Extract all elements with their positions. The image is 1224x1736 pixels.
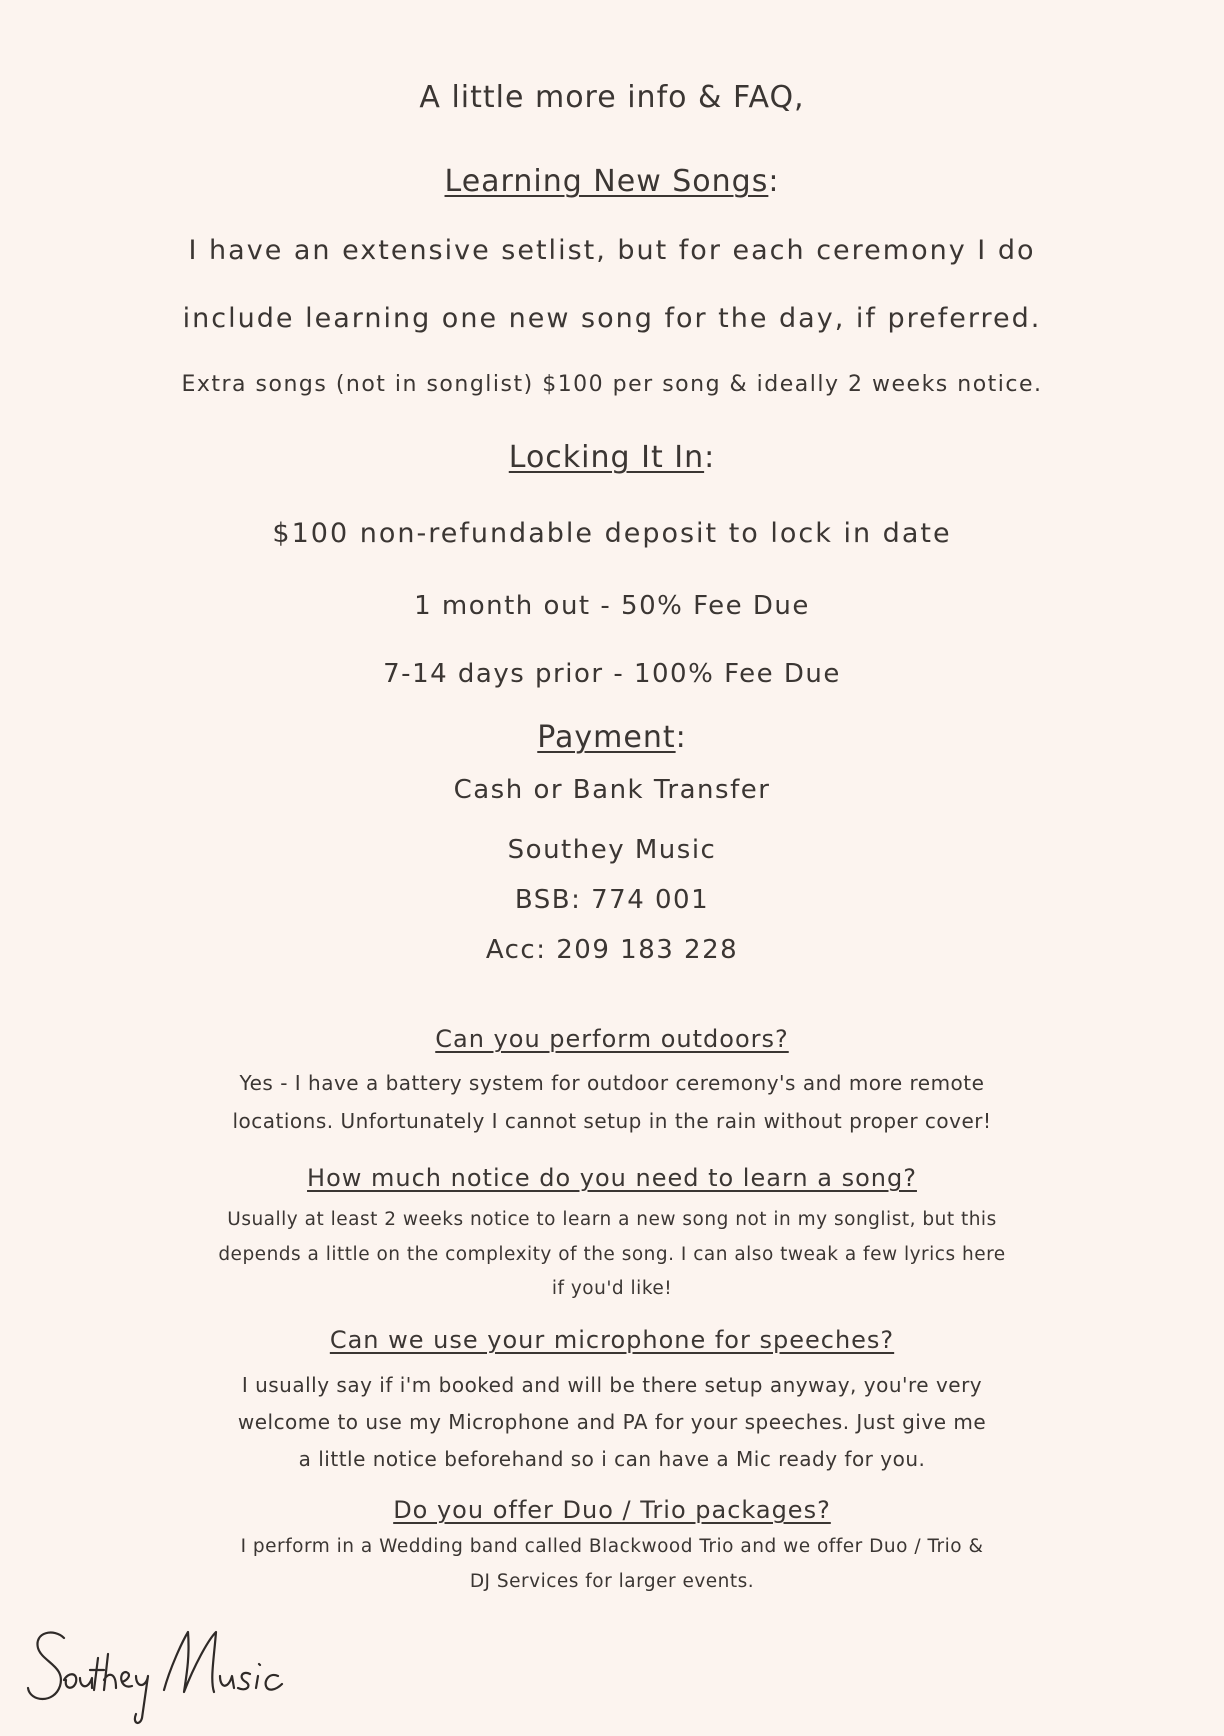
faq-question-microphone-text: Can we use your microphone for speeches? bbox=[329, 1326, 895, 1354]
page-title: A little more info & FAQ, bbox=[419, 80, 805, 115]
learning-text-line-1: I have an extensive setlist, but for each ceremony I do bbox=[188, 235, 1036, 266]
locking-it-in-heading bbox=[0, 440, 1224, 475]
learning-new-songs-heading-text: Learning New Songs bbox=[444, 164, 769, 199]
faq-answer-microphone-line-2: welcome to use my Microphone and PA for your speeches. Just give me bbox=[237, 1410, 987, 1434]
faq-question-outdoors bbox=[0, 1025, 1224, 1053]
payment-methods: Cash or Bank Transfer bbox=[453, 775, 771, 805]
locking-heading-colon: : bbox=[704, 440, 716, 475]
account-number: Acc: 209 183 228 bbox=[485, 935, 739, 965]
learning-heading-colon: : bbox=[768, 164, 780, 199]
bsb-number: BSB: 774 001 bbox=[514, 885, 710, 915]
days-prior-text: 7-14 days prior - 100% Fee Due bbox=[383, 659, 841, 689]
southey-music-signature-logo bbox=[24, 1618, 304, 1728]
faq-answer-duo-trio-line-1: I perform in a Wedding band called Blackwood Trio and we offer Duo / Trio & bbox=[240, 1536, 984, 1557]
learning-text-line-2: include learning one new song for the day, if preferred. bbox=[182, 303, 1042, 334]
faq-question-notice-text: How much notice do you need to learn a song? bbox=[307, 1164, 917, 1192]
faq-answer-notice-line-1: Usually at least 2 weeks notice to learn a new song not in my songlist, but this bbox=[227, 1209, 997, 1230]
faq-answer-outdoors-line-1: Yes - I have a battery system for outdoor ceremony's and more remote bbox=[239, 1071, 985, 1095]
account-name: Southey Music bbox=[507, 835, 717, 865]
faq-question-microphone bbox=[0, 1326, 1224, 1354]
locking-it-in-heading-text: Locking It In bbox=[508, 440, 705, 475]
faq-answer-notice-line-2: depends a little on the complexity of the song. I can also tweak a few lyrics here bbox=[218, 1244, 1006, 1265]
faq-question-outdoors-text: Can you perform outdoors? bbox=[435, 1025, 789, 1053]
payment-heading bbox=[0, 720, 1224, 755]
deposit-text: $100 non-refundable deposit to lock in date bbox=[272, 518, 952, 549]
payment-heading-colon: : bbox=[675, 720, 687, 755]
faq-question-notice bbox=[0, 1164, 1224, 1192]
faq-question-duo-trio-text: Do you offer Duo / Trio packages? bbox=[393, 1496, 831, 1524]
month-out-text: 1 month out - 50% Fee Due bbox=[414, 591, 810, 621]
faq-answer-duo-trio-line-2: DJ Services for larger events. bbox=[469, 1571, 755, 1592]
learning-new-songs-heading bbox=[0, 164, 1224, 199]
faq-answer-notice-line-3: if you'd like! bbox=[551, 1278, 673, 1299]
payment-heading-text: Payment bbox=[537, 720, 676, 755]
faq-question-duo-trio bbox=[0, 1496, 1224, 1524]
faq-answer-microphone-line-1: I usually say if i'm booked and will be there setup anyway, you're very bbox=[241, 1373, 983, 1397]
extra-songs-note: Extra songs (not in songlist) $100 per song & ideally 2 weeks notice. bbox=[181, 372, 1043, 397]
faq-answer-microphone-line-3: a little notice beforehand so i can have a Mic ready for you. bbox=[298, 1447, 926, 1471]
faq-answer-outdoors-line-2: locations. Unfortunately I cannot setup in the rain without proper cover! bbox=[232, 1109, 992, 1133]
